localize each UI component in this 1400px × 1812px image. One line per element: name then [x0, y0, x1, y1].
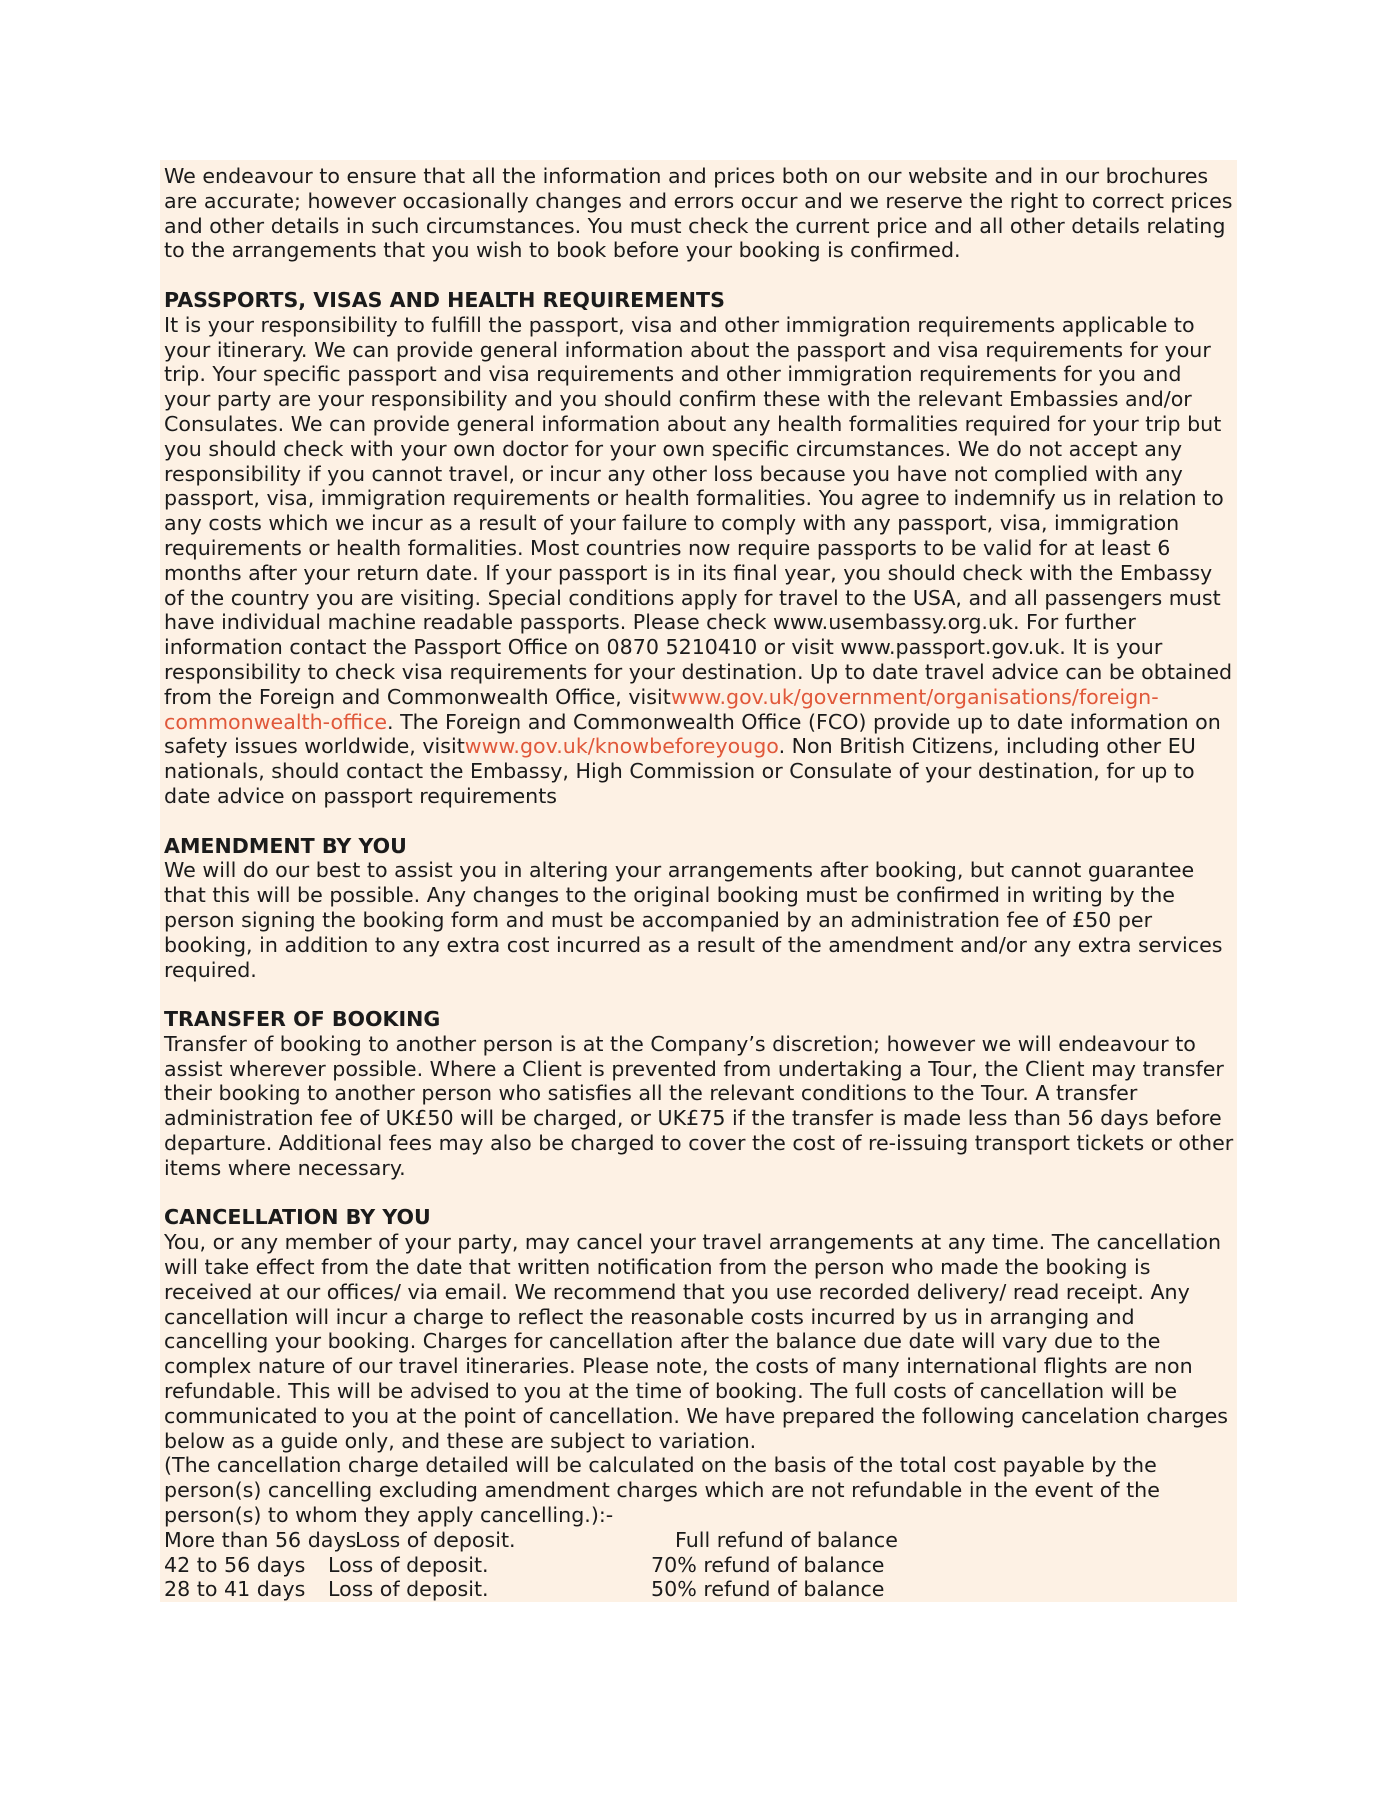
charge-refund: 70% refund of balance — [651, 1552, 885, 1577]
spacer — [164, 809, 1234, 834]
passports-text-2: . The Foreign and Commonwealth Office (FCO) provide up to date information on safety issues worldwide, visit — [164, 709, 1221, 759]
charge-deposit: Loss of deposit. — [355, 1527, 516, 1552]
charge-row — [164, 1553, 1234, 1578]
cancellation-paragraph: You, or any member of your party, may cancel your travel arrangements at any time. The cancellation will take effect from the date that written notification from the person who made the booking is received at our offices/ via email. We recommend that you use recorded delivery/ read receipt. Any cancellation will incur a charge to reflect the reasonable costs incurred by us in arranging and cancelling your booking. Charges for cancellation after the balance due date will vary due to the complex nature of our travel itineraries. Please note, the costs of many international flights are non refundable. This will be advised to you at the time of booking. The full costs of cancellation will be communicated to you at the point of cancellation. We have prepared the following cancelation charges below as a guide only, and these are subject to variation. — [164, 1230, 1228, 1453]
cancellation-note: (The cancellation charge detailed will be calculated on the basis of the total cost payable by the person(s) cancelling excluding amendment charges which are not refundable in the event of the person(s) to whom they apply cancelling.):- — [164, 1453, 1160, 1528]
transfer-paragraph: Transfer of booking to another person is at the Company’s discretion; however we will endeavour to assist wherever possible. Where a Client is prevented from undertaking a Tour, the Client may transfer their booking to another person who satisfies all the relevant conditions to the Tour. A transfer administration fee of UK£50 will be charged, or UK£75 if the transfer is made less than 56 days before departure. Additional fees may also be charged to cover the cost of re-issuing transport tickets or other items where necessary. — [164, 1031, 1234, 1180]
spacer — [164, 263, 1234, 288]
charge-row — [164, 1577, 1234, 1602]
passports-paragraph — [164, 313, 1234, 809]
charge-period: 42 to 56 days — [164, 1552, 306, 1577]
passports-text-1: It is your responsibility to fulfill the passport, visa and other immigration requirements applicable to your itinerary. We can provide general information about the passport and visa requirements for your trip. Your specific passport and visa requirements and other immigration requirements for you and your party are your responsibility and you should confirm these with the relevant Embassies and/or Consulates. We can provide general information about any health formalities required for your trip but you should check with your own doctor for your own specific circumstances. We do not accept any responsibility if you cannot travel, or incur any other loss because you have not complied with any passport, visa, immigration requirements or health formalities. You agree to indemnify us in relation to any costs which we incur as a result of your failure to comply with any passport, visa, immigration requirements or health formalities. Most countries now require passports to be valid for at least 6 months after your return date. If your passport is in its final year, you should check with the Embassy of the country you are visiting. Special conditions apply for travel to the USA, and all passengers must have individual machine readable passports. Please check www.usembassy.org.uk. For further information contact the Passport Office on 0870 5210410 or visit www.passport.gov.uk. It is your responsibility to check visa requirements for your destination. Up to date travel advice can be obtained from the Foreign and Commonwealth Office, visit — [164, 312, 1233, 709]
passports-heading: PASSPORTS, VISAS AND HEALTH REQUIREMENTS — [164, 287, 725, 312]
terms-document — [160, 160, 1237, 1602]
charge-refund: 50% refund of balance — [651, 1577, 885, 1602]
charge-row — [164, 1528, 1234, 1553]
charge-refund: Full refund of balance — [675, 1527, 898, 1552]
charge-deposit: Loss of deposit. — [328, 1552, 489, 1577]
spacer — [164, 1181, 1234, 1206]
amendment-paragraph: We will do our best to assist you in altering your arrangements after booking, but cannot guarantee that this will be possible. Any changes to the original booking must be confirmed in writing by the person signing the booking form and must be accompanied by an administration fee of £50 per booking, in addition to any extra cost incurred as a result of the amendment and/or any extra services required. — [164, 858, 1223, 982]
charge-period: More than 56 days — [164, 1527, 357, 1552]
knowbeforeyougo-link[interactable]: www.gov.uk/knowbeforeyougo — [464, 734, 779, 759]
fco-link[interactable]: www.gov.uk/government/organisations/foreign-commonwealth-office — [164, 684, 1159, 734]
spacer — [164, 982, 1234, 1007]
charge-deposit: Loss of deposit. — [328, 1577, 489, 1602]
passports-text-3: . Non British Citizens, including other EU nationals, should contact the Embassy, High Commission or Consulate of your destination, for up to date advice on passport requirements — [164, 734, 1196, 808]
transfer-heading: TRANSFER OF BOOKING — [164, 1007, 441, 1032]
amendment-heading: AMENDMENT BY YOU — [164, 833, 407, 858]
cancellation-heading: CANCELLATION BY YOU — [164, 1205, 431, 1230]
charge-period: 28 to 41 days — [164, 1577, 306, 1602]
intro-paragraph: We endeavour to ensure that all the information and prices both on our website and in our brochures are accurate; however occasionally changes and errors occur and we reserve the right to correct prices and other details in such circumstances. You must check the current price and all other details relating to the arrangements that you wish to book before your booking is confirmed. — [164, 164, 1233, 263]
cancellation-charges-table — [164, 1528, 1234, 1602]
